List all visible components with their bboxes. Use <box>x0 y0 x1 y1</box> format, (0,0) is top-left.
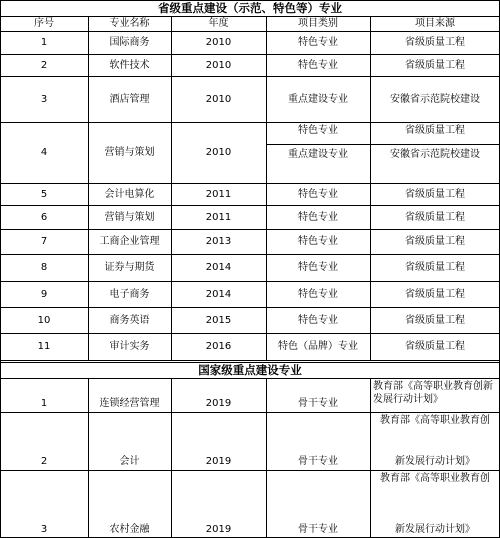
cell-year: 2016 <box>205 341 232 352</box>
grid-line-v <box>171 378 172 538</box>
header-year: 年度 <box>208 18 229 29</box>
cell-source: 新发展行动计划》 <box>395 524 475 535</box>
grid-line-h <box>0 76 500 77</box>
grid-line-h <box>0 54 500 55</box>
cell-year: 2019 <box>205 398 232 409</box>
cell-no: 10 <box>37 314 51 326</box>
cell-name: 会计电算化 <box>104 188 155 200</box>
grid-line-v <box>370 16 371 361</box>
cell-year: 2014 <box>205 262 232 273</box>
cell-category: 骨干专业 <box>298 398 338 409</box>
cell-no: 9 <box>40 288 48 300</box>
cell-name: 农村金融 <box>109 524 150 535</box>
cell-category: 特色（品牌）专业 <box>278 341 358 352</box>
cell-name: 营销与策划 <box>104 147 155 158</box>
cell-name: 连锁经营管理 <box>99 398 160 409</box>
grid-line-h <box>0 360 500 361</box>
grid-line-h <box>0 0 500 1</box>
cell-category: 特色专业 <box>298 188 338 200</box>
cell-category: 骨干专业 <box>298 524 338 535</box>
cell-category: 特色专业 <box>298 314 338 326</box>
cell-source: 教育部《高等职业教育创 <box>380 415 490 426</box>
cell-no: 8 <box>40 262 48 273</box>
cell-name: 工商企业管理 <box>99 236 160 247</box>
cell-name: 审计实务 <box>109 341 150 352</box>
cell-source: 省级质量工程 <box>405 211 465 223</box>
cell-category: 重点建设专业 <box>288 93 348 105</box>
grid-line-h <box>0 281 500 282</box>
cell-year: 2010 <box>205 59 232 71</box>
grid-line-v <box>88 378 89 538</box>
cell-no: 4 <box>40 147 48 158</box>
grid-line-v <box>266 16 267 361</box>
grid-line-h <box>0 205 500 206</box>
cell-source: 教育部《高等职业教育创 <box>380 473 490 484</box>
cell-name: 会计 <box>119 456 140 467</box>
cell-no: 6 <box>40 211 48 223</box>
cell-source: 省级质量工程 <box>405 37 465 48</box>
cell-no: 3 <box>40 524 48 535</box>
header-no: 序号 <box>34 18 54 29</box>
header-category: 项目类别 <box>298 18 338 29</box>
cell-category: 特色专业 <box>298 125 338 136</box>
cell-year: 2013 <box>205 236 232 247</box>
cell-no: 2 <box>40 456 48 467</box>
cell-name: 软件技术 <box>109 59 150 71</box>
grid-line-h <box>0 16 500 17</box>
cell-no: 5 <box>40 188 48 200</box>
cell-category: 特色专业 <box>298 211 338 223</box>
cell-source: 新发展行动计划》 <box>395 456 475 467</box>
cell-year: 2019 <box>205 456 232 467</box>
cell-source: 省级质量工程 <box>405 236 465 247</box>
cell-name: 营销与策划 <box>104 211 155 223</box>
grid-line-h <box>0 362 500 363</box>
grid-line-v <box>88 16 89 361</box>
grid-line-h <box>0 307 500 308</box>
cell-year: 2019 <box>205 524 232 535</box>
header-source: 项目来源 <box>415 18 455 29</box>
cell-year: 2011 <box>205 211 232 223</box>
cell-category: 特色专业 <box>298 59 338 71</box>
grid-line-v <box>370 378 371 538</box>
grid-line-v <box>171 16 172 361</box>
cell-source: 省级质量工程 <box>405 59 465 71</box>
cell-source: 省级质量工程 <box>405 341 465 352</box>
cell-year: 2011 <box>205 188 232 200</box>
cell-no: 1 <box>40 37 48 48</box>
cell-source: 安徽省示范院校建设 <box>390 149 480 160</box>
header-name: 专业名称 <box>109 18 150 29</box>
cell-name: 国际商务 <box>109 37 150 48</box>
cell-source: 安徽省示范院校建设 <box>390 93 480 105</box>
section-title: 国家级重点建设专业 <box>198 362 302 377</box>
grid-line-h <box>0 412 500 413</box>
cell-no: 11 <box>37 341 51 352</box>
cell-category: 特色专业 <box>298 236 338 247</box>
cell-source: 省级质量工程 <box>405 125 465 136</box>
grid-line-h <box>0 378 500 379</box>
cell-source: 省级质量工程 <box>405 188 465 200</box>
grid-line-h <box>0 183 500 184</box>
grid-line-h <box>0 122 500 123</box>
cell-source: 省级质量工程 <box>405 314 465 326</box>
grid-line-v <box>0 0 1 538</box>
grid-line-h <box>0 470 500 471</box>
cell-year: 2014 <box>205 288 232 300</box>
cell-source: 教育部《高等职业教育创新发展行动计划》 <box>373 381 493 405</box>
cell-no: 7 <box>40 236 48 247</box>
cell-name: 证券与期货 <box>104 262 155 273</box>
cell-category: 特色专业 <box>298 37 338 48</box>
grid-line-v <box>266 378 267 538</box>
cell-name: 酒店管理 <box>109 93 150 105</box>
cell-no: 2 <box>40 59 48 71</box>
cell-source: 省级质量工程 <box>405 288 465 300</box>
cell-year: 2010 <box>205 37 232 48</box>
cell-category: 特色专业 <box>298 288 338 300</box>
cell-no: 1 <box>40 398 48 409</box>
cell-year: 2010 <box>205 93 232 105</box>
cell-name: 商务英语 <box>109 314 150 326</box>
cell-no: 3 <box>40 93 48 105</box>
cell-name: 电子商务 <box>109 288 150 300</box>
grid-line-h <box>0 254 500 255</box>
cell-category: 骨干专业 <box>298 456 338 467</box>
cell-source: 省级质量工程 <box>405 262 465 273</box>
cell-category: 重点建设专业 <box>288 149 348 160</box>
cell-year: 2010 <box>205 147 232 158</box>
cell-year: 2015 <box>205 314 232 326</box>
grid-line-h <box>0 229 500 230</box>
grid-line-h <box>0 333 500 334</box>
grid-line-h <box>266 144 500 145</box>
cell-category: 特色专业 <box>298 262 338 273</box>
grid-line-h <box>0 31 500 32</box>
section-title: 省级重点建设（示范、特色等）专业 <box>158 0 342 15</box>
